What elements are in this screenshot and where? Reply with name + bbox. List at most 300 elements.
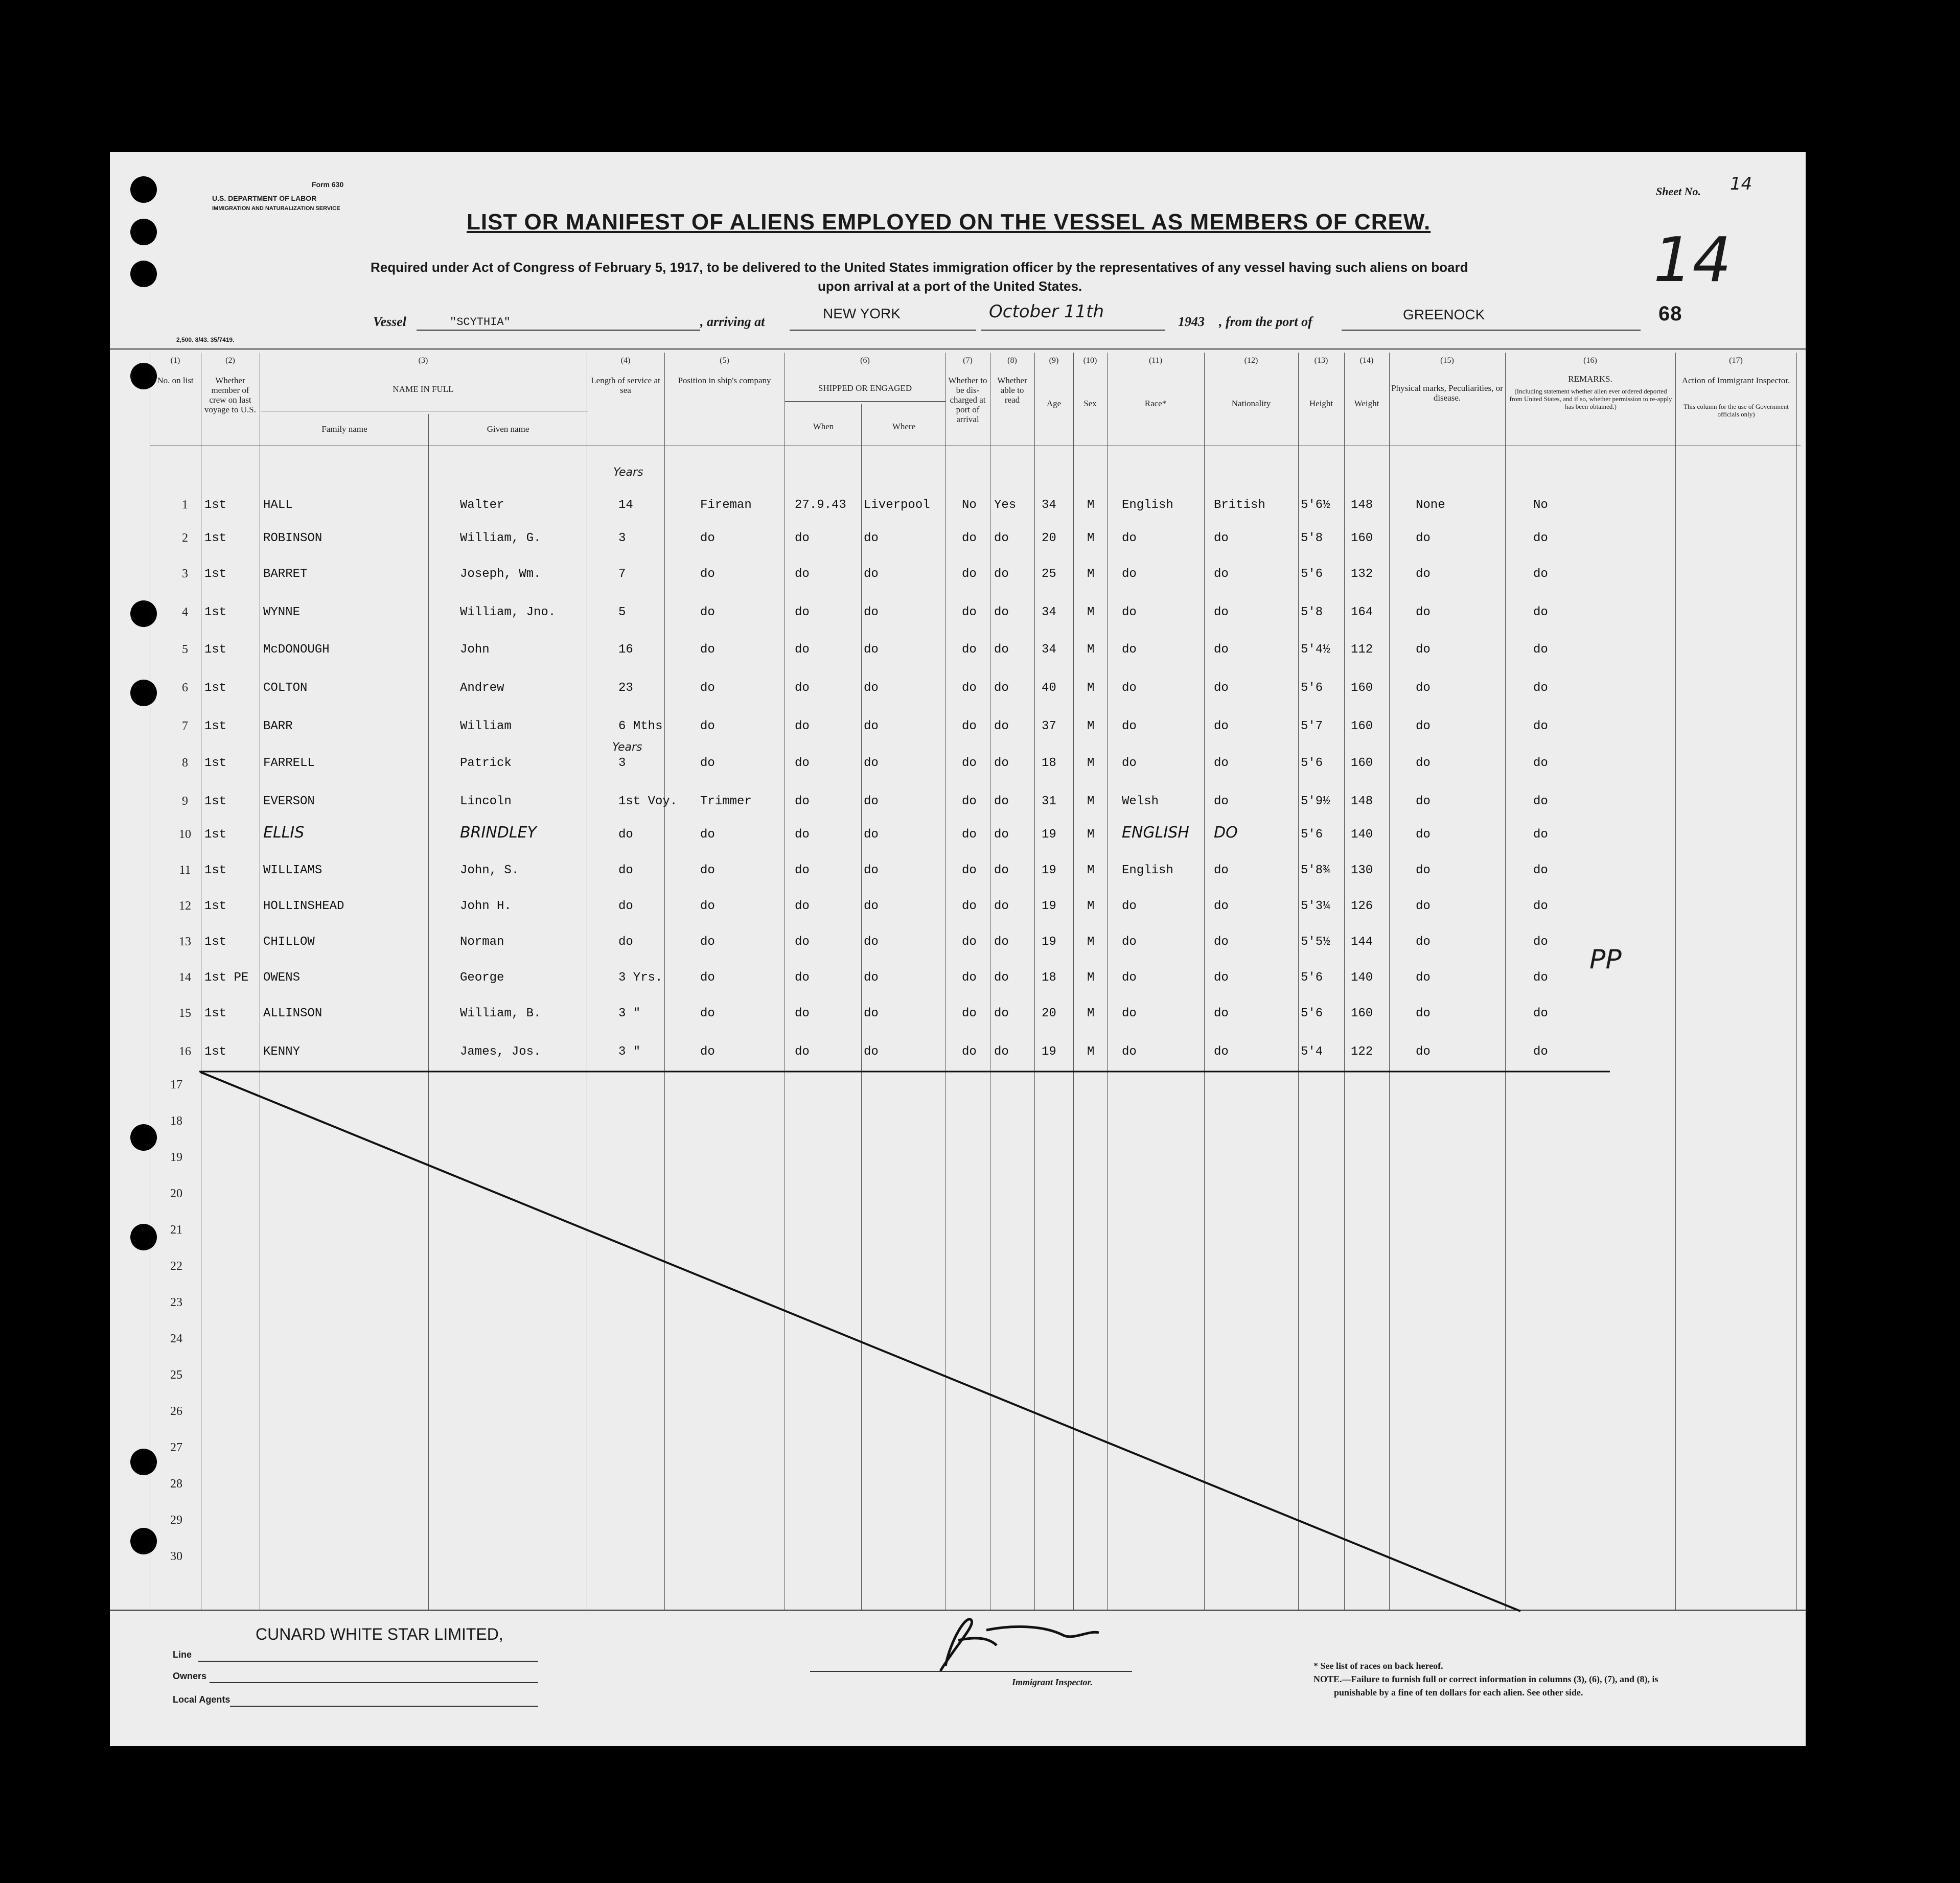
cell-age: 19 [1042,1045,1056,1059]
cell-given: John [460,643,490,657]
column-header: Whether able to read [997,376,1027,405]
cell-service: 16 [618,643,633,657]
cell-last: 1st PE [204,971,249,985]
cell-sex: M [1087,935,1095,949]
cell-service: 7 [618,567,626,581]
cell-family: FARRELL [263,756,315,770]
cell-height: 5'6½ [1301,498,1330,512]
inspector-signature [910,1610,1145,1681]
cell-where: do [864,567,879,581]
cell-where: do [864,681,879,695]
cell-when: do [795,899,810,913]
cell-marks: do [1416,567,1431,581]
cell-disch: do [962,643,977,657]
cell-age: 20 [1042,531,1056,545]
cell-family: CHILLOW [263,935,315,949]
row-number: 18 [170,1114,182,1128]
row-number: 22 [170,1260,182,1273]
line-label: Line [173,1649,192,1660]
row-number: 2 [182,531,188,545]
cell-disch: do [962,567,977,581]
cell-position: do [700,828,715,842]
cell-height: 5'8 [1301,531,1323,545]
cell-read: do [994,935,1009,949]
column-header: SHIPPED OR ENGAGED [818,383,912,393]
cell-when: do [795,567,810,581]
cell-service: 3 [618,531,626,545]
cell-sex: M [1087,531,1095,545]
cell-read: do [994,567,1009,581]
cell-read: do [994,828,1009,842]
cell-given: Lincoln [460,795,512,808]
cell-race: do [1122,756,1137,770]
column-number: (10) [1083,356,1097,365]
arrival-date: October 11th [989,301,1104,322]
cell-race: do [1122,719,1137,733]
cell-where: do [864,643,879,657]
cell-family: BARRET [263,567,308,581]
column-number: (8) [1007,356,1017,365]
cell-where: do [864,864,879,877]
cell-marks: do [1416,1045,1431,1059]
cell-where: do [864,531,879,545]
cell-family: ALLINSON [263,1007,322,1020]
cell-age: 19 [1042,864,1056,877]
cell-race: do [1122,935,1137,949]
cell-remarks: do [1533,828,1548,842]
row-number: 21 [170,1223,182,1237]
cell-given: James, Jos. [460,1045,541,1059]
cell-position: do [700,756,715,770]
cell-weight: 148 [1351,795,1373,808]
cell-weight: 132 [1351,567,1373,581]
cell-age: 18 [1042,756,1056,770]
cell-where: do [864,971,879,985]
arriving-port: NEW YORK [823,306,901,321]
cell-position: do [700,899,715,913]
cell-last: 1st [204,719,227,733]
cell-marks: do [1416,681,1431,695]
column-header: Length of service at sea [591,376,660,395]
column-number: (11) [1148,356,1163,365]
column-number: (2) [225,356,235,365]
row-number: 20 [170,1187,182,1200]
column-header: Action of Immigrant Inspector. [1681,376,1790,385]
cell-when: do [795,643,810,657]
cell-height: 5'6 [1301,681,1323,695]
cell-when: do [795,864,810,877]
cell-sex: M [1087,1007,1095,1020]
cell-given: George [460,971,504,985]
cell-family: OWENS [263,971,301,985]
cell-sex: M [1087,567,1095,581]
cell-where: do [864,828,879,842]
cell-marks: do [1416,971,1431,985]
column-header: Whether to be dis-charged at port of arrival [948,376,987,424]
cell-sex: M [1087,643,1095,657]
cell-remarks: do [1533,719,1548,733]
cell-family: BARR [263,719,293,733]
cell-read: do [994,531,1009,545]
cell-last: 1st [204,864,227,877]
cell-remarks: do [1533,1045,1548,1059]
cell-race: do [1122,531,1137,545]
cell-weight: 122 [1351,1045,1373,1059]
cell-age: 40 [1042,681,1056,695]
years-note: Years [613,466,643,479]
cell-marks: do [1416,756,1431,770]
cell-nat: do [1214,795,1229,808]
cell-sex: M [1087,606,1095,619]
cell-weight: 160 [1351,719,1373,733]
cell-race: Welsh [1122,795,1159,808]
cell-service: do [618,864,633,877]
cell-race: do [1122,1007,1137,1020]
row-number: 26 [170,1405,182,1418]
cell-where: do [864,1007,879,1020]
cell-family: HOLLINSHEAD [263,899,344,913]
cell-where: do [864,795,879,808]
cell-disch: do [962,795,977,808]
cell-last: 1st [204,935,227,949]
cell-age: 31 [1042,795,1056,808]
cell-last: 1st [204,498,227,512]
cell-sex: M [1087,899,1095,913]
where-header: Where [892,422,916,431]
cell-given: Norman [460,935,504,949]
row-number: 16 [179,1045,191,1058]
cell-read: do [994,1007,1009,1020]
cell-read: do [994,681,1009,695]
cell-when: 27.9.43 [795,498,846,512]
cell-service: do [618,935,633,949]
cell-read: do [994,719,1009,733]
cell-marks: do [1416,1007,1431,1020]
row-number: 6 [182,681,188,694]
cell-height: 5'4 [1301,1045,1323,1059]
cell-nat: do [1214,531,1229,545]
row-number: 23 [170,1296,182,1309]
row-number: 28 [170,1477,182,1491]
cell-given: Joseph, Wm. [460,567,541,581]
cell-remarks: do [1533,864,1548,877]
cell-when: do [795,971,810,985]
cell-disch: do [962,606,977,619]
row-number: 19 [170,1151,182,1164]
column-header: Race* [1144,399,1167,408]
column-header: Weight [1354,399,1379,408]
column-number: (4) [620,356,631,365]
cell-remarks: do [1533,567,1548,581]
cell-read: do [994,795,1009,808]
races-note: * See list of races on back hereof. [1313,1661,1443,1671]
cell-disch: do [962,971,977,985]
cell-last: 1st [204,643,227,657]
column-header: Nationality [1231,399,1271,408]
cell-when: do [795,795,810,808]
cell-race: do [1122,899,1137,913]
cell-height: 5'6 [1301,971,1323,985]
cell-weight: 112 [1351,643,1373,657]
cell-remarks: No [1533,498,1548,512]
column-number: (13) [1314,356,1328,365]
cell-given: John, S. [460,864,519,877]
cell-last: 1st [204,756,227,770]
cell-position: do [700,971,715,985]
cell-age: 19 [1042,935,1056,949]
row-number: 29 [170,1514,182,1527]
cell-nat: do [1214,567,1229,581]
cell-race: do [1122,971,1137,985]
cell-weight: 160 [1351,1007,1373,1020]
cell-when: do [795,719,810,733]
cell-family: KENNY [263,1045,301,1059]
column-header: Whether member of crew on last voyage to U.S. [204,376,257,414]
cell-read: do [994,971,1009,985]
cell-last: 1st [204,899,227,913]
cell-position: do [700,864,715,877]
cell-read: do [994,756,1009,770]
column-number: (16) [1583,356,1597,365]
cell-remarks: do [1533,935,1548,949]
cell-service: 6 Mths [618,719,663,733]
row-number: 27 [170,1441,182,1454]
column-header: Position in ship's company [678,376,771,385]
cell-position: do [700,935,715,949]
cell-given: Patrick [460,756,512,770]
cell-race: English [1122,864,1173,877]
cell-remarks: do [1533,606,1548,619]
row-number: 9 [182,795,188,808]
cell-family: McDONOUGH [263,643,330,657]
cell-marks: do [1416,643,1431,657]
cell-family: HALL [263,498,293,512]
cell-marks: None [1416,498,1445,512]
cell-service: 1st Voy. [618,795,678,808]
row-number: 15 [179,1007,191,1020]
cell-sex: M [1087,756,1095,770]
cell-given: Andrew [460,681,504,695]
cell-nat: do [1214,606,1229,619]
cell-where: do [864,719,879,733]
cell-read: do [994,606,1009,619]
cell-service: 3 " [618,1045,641,1059]
cell-when: do [795,756,810,770]
column-header: Physical marks, Peculiarities, or disease. [1391,383,1503,403]
action-note: This column for the use of Government officials only) [1684,403,1789,418]
cell-weight: 148 [1351,498,1373,512]
cell-position: do [700,719,715,733]
cell-read: do [994,899,1009,913]
cell-sex: M [1087,864,1095,877]
handwritten-remark-pp: PP [1589,944,1622,975]
cell-disch: do [962,681,977,695]
cell-where: do [864,935,879,949]
cell-last: 1st [204,567,227,581]
row-number: 14 [179,971,191,984]
cell-given: William, G. [460,531,541,545]
cell-marks: do [1416,531,1431,545]
cell-disch: do [962,864,977,877]
cell-last: 1st [204,1007,227,1020]
cell-weight: 164 [1351,606,1373,619]
cell-position: Fireman [700,498,752,512]
cell-age: 20 [1042,1007,1056,1020]
cell-disch: do [962,935,977,949]
cell-age: 25 [1042,567,1056,581]
column-number: (3) [418,356,428,365]
cell-height: 5'9½ [1301,795,1330,808]
cell-height: 5'8 [1301,606,1323,619]
cell-remarks: do [1533,681,1548,695]
cell-height: 5'7 [1301,719,1323,733]
given-name-header: Given name [487,424,529,434]
vessel-label: Vessel [373,314,406,329]
cell-remarks: do [1533,643,1548,657]
cell-read: do [994,864,1009,877]
cell-given: William [460,719,512,733]
cell-position: do [700,681,715,695]
row-number: 5 [182,643,188,656]
cell-age: 19 [1042,899,1056,913]
cell-age: 18 [1042,971,1056,985]
cell-weight: 160 [1351,531,1373,545]
cell-service: 23 [618,681,633,695]
cell-marks: do [1416,606,1431,619]
cell-age: 34 [1042,498,1056,512]
column-number: (12) [1244,356,1258,365]
inspector-label: Immigrant Inspector. [1012,1677,1093,1687]
when-header: When [813,422,834,431]
cell-marks: do [1416,864,1431,877]
cell-service: do [618,828,633,842]
cell-when: do [795,606,810,619]
cell-race: ENGLISH [1122,824,1189,842]
cell-nat: do [1214,719,1229,733]
cell-when: do [795,1007,810,1020]
cell-read: Yes [994,498,1017,512]
cell-marks: do [1416,719,1431,733]
cell-age: 34 [1042,606,1056,619]
cell-service: 3 Yrs. [618,971,663,985]
cell-disch: No [962,498,977,512]
cell-when: do [795,531,810,545]
cell-given: John H. [460,899,512,913]
cell-race: do [1122,643,1137,657]
cell-family: COLTON [263,681,308,695]
cell-when: do [795,935,810,949]
cell-weight: 144 [1351,935,1373,949]
cell-read: do [994,1045,1009,1059]
cell-sex: M [1087,828,1095,842]
fine-note-1: NOTE.—Failure to furnish full or correct information in columns (3), (6), (7), and (8), is [1313,1674,1658,1684]
cell-family: ROBINSON [263,531,322,545]
row-number: 4 [182,606,188,619]
cell-last: 1st [204,606,227,619]
column-number: (1) [170,356,180,365]
cell-when: do [795,1045,810,1059]
cell-weight: 160 [1351,681,1373,695]
handwritten-sheet-number: 14 [1653,225,1732,296]
column-number: (9) [1049,356,1059,365]
from-label: , from the port of [1219,314,1312,329]
cell-sex: M [1087,498,1095,512]
agents-label: Local Agents [173,1694,230,1705]
cell-disch: do [962,1007,977,1020]
cell-sex: M [1087,719,1095,733]
cell-weight: 130 [1351,864,1373,877]
cell-nat: British [1214,498,1265,512]
row-number: 25 [170,1368,182,1382]
cell-disch: do [962,719,977,733]
cell-height: 5'6 [1301,1007,1323,1020]
cell-position: do [700,606,715,619]
cell-position: do [700,1007,715,1020]
row-number: 8 [182,756,188,770]
cell-position: do [700,643,715,657]
cell-position: do [700,1045,715,1059]
print-code: 2,500. 8/43. 35/7419. [176,336,235,343]
department: U.S. DEPARTMENT OF LABOR [212,194,317,202]
cell-last: 1st [204,531,227,545]
cell-remarks: do [1533,1007,1548,1020]
cell-when: do [795,681,810,695]
cell-nat: do [1214,756,1229,770]
remarks-note: (Including statement whether alien ever ordered deported from United States, and if so, whether permission to re-apply has been obtained.) [1509,387,1672,410]
column-number: (7) [963,356,973,365]
cell-nat: do [1214,971,1229,985]
column-header: Sex [1083,399,1097,408]
cell-remarks: do [1533,795,1548,808]
years-note: Years [612,741,642,754]
cell-weight: 140 [1351,828,1373,842]
cell-nat: DO [1214,824,1238,842]
cell-last: 1st [204,828,227,842]
column-number: (14) [1359,356,1374,365]
cell-remarks: do [1533,899,1548,913]
column-header: Age [1046,399,1062,408]
arriving-label: , arriving at [700,314,765,329]
cell-marks: do [1416,795,1431,808]
row-number: 13 [179,935,191,948]
cell-disch: do [962,1045,977,1059]
cell-sex: M [1087,971,1095,985]
cell-last: 1st [204,1045,227,1059]
service: IMMIGRATION AND NATURALIZATION SERVICE [212,205,340,212]
cell-read: do [994,643,1009,657]
owners-label: Owners [173,1671,207,1681]
company-stamp: CUNARD WHITE STAR LIMITED, [256,1625,503,1643]
cell-where: do [864,1045,879,1059]
cell-family: WYNNE [263,606,301,619]
cell-remarks: do [1533,531,1548,545]
cell-position: do [700,531,715,545]
cell-position: do [700,567,715,581]
cell-family: EVERSON [263,795,315,808]
cell-height: 5'6 [1301,756,1323,770]
column-header: NAME IN FULL [393,384,454,394]
cell-where: do [864,606,879,619]
cell-disch: do [962,756,977,770]
cell-sex: M [1087,795,1095,808]
cell-marks: do [1416,828,1431,842]
cell-given: William, B. [460,1007,541,1020]
column-number: (6) [860,356,870,365]
cell-nat: do [1214,643,1229,657]
cell-race: do [1122,681,1137,695]
cell-weight: 160 [1351,756,1373,770]
cell-service: do [618,899,633,913]
